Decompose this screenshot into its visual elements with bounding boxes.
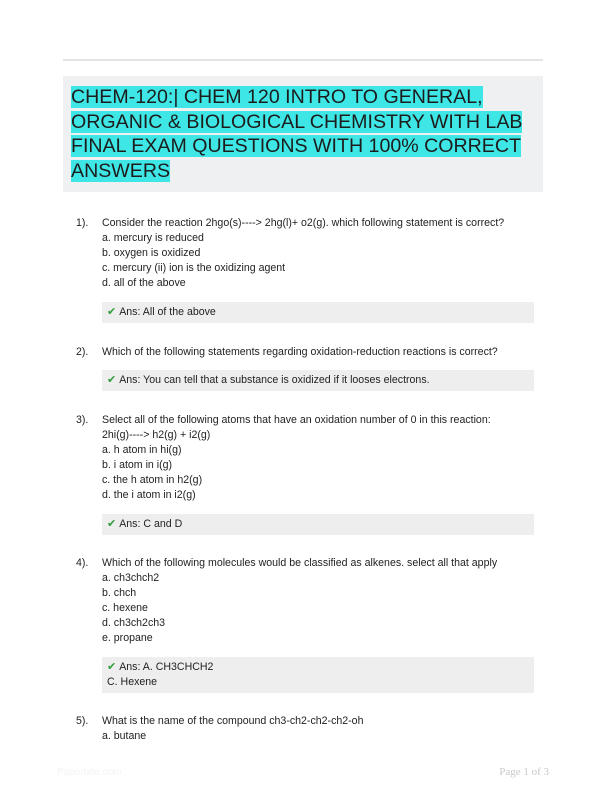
answer-text: Ans: You can tell that a substance is oxidized if it looses electrons. xyxy=(119,374,430,386)
answer-box xyxy=(102,657,534,693)
title-line: FINAL EXAM QUESTIONS WITH 100% CORRECT xyxy=(71,135,521,157)
page-number: Page 1 of 3 xyxy=(499,766,549,778)
check-icon: ✔ xyxy=(107,374,117,386)
question-5 xyxy=(76,714,536,744)
question-body xyxy=(102,413,536,503)
option: d. ch3ch2ch3 xyxy=(102,617,166,629)
question-text: Which of the following statements regarding oxidation-reduction reactions is correct? xyxy=(102,346,498,358)
option: b. oxygen is oxidized xyxy=(102,247,201,259)
answer-box xyxy=(102,370,534,391)
question-4 xyxy=(76,556,536,693)
option: b. chch xyxy=(102,587,137,599)
option: a. h atom in hi(g) xyxy=(102,444,182,456)
title-box xyxy=(63,76,543,192)
question-3 xyxy=(76,413,536,535)
answer-text: Ans: All of the above xyxy=(119,306,216,318)
option: e. propane xyxy=(102,632,153,644)
question-text: Which of the following molecules would be classified as alkenes. select all that apply xyxy=(102,557,498,569)
option: d. the i atom in i2(g) xyxy=(102,489,196,501)
option: b. i atom in i(g) xyxy=(102,459,173,471)
title-line: ORGANIC & BIOLOGICAL CHEMISTRY WITH LAB xyxy=(71,110,523,133)
question-number: 2). xyxy=(76,346,89,358)
check-icon: ✔ xyxy=(107,661,117,673)
question-body xyxy=(102,345,536,360)
answer-text: C. Hexene xyxy=(107,676,158,688)
answer-text: Ans: A. CH3CHCH2 xyxy=(119,661,214,673)
top-divider xyxy=(63,59,543,61)
check-icon: ✔ xyxy=(107,518,117,530)
question-number: 4). xyxy=(76,557,89,569)
reaction-text: 2hi(g)----> h2(g) + i2(g) xyxy=(102,429,211,441)
option: a. butane xyxy=(102,730,147,742)
answer-text: Ans: C and D xyxy=(119,518,183,530)
question-body xyxy=(102,556,536,646)
answer-box xyxy=(102,514,534,535)
option: c. hexene xyxy=(102,602,148,614)
question-text: What is the name of the compound ch3-ch2-ch2-ch2-oh xyxy=(102,715,364,727)
option: d. all of the above xyxy=(102,277,186,289)
question-1 xyxy=(76,216,536,323)
option: c. mercury (ii) ion is the oxidizing agent xyxy=(102,262,286,274)
answer-box xyxy=(102,302,534,323)
question-body xyxy=(102,216,536,291)
question-body xyxy=(102,714,536,744)
question-number: 1). xyxy=(76,217,89,229)
question-number: 5). xyxy=(76,715,89,727)
question-number: 3). xyxy=(76,414,89,426)
option: a. mercury is reduced xyxy=(102,232,204,244)
question-text: Select all of the following atoms that have an oxidation number of 0 in this reaction: xyxy=(102,414,491,426)
question-text: Consider the reaction 2hgo(s)----> 2hg(l)+ o2(g). which following statement is correct? xyxy=(102,217,505,229)
title-line: ANSWERS xyxy=(71,159,171,182)
option: c. the h atom in h2(g) xyxy=(102,474,203,486)
page-title xyxy=(71,85,535,183)
question-2 xyxy=(76,345,536,391)
option: a. ch3chch2 xyxy=(102,572,160,584)
footer-watermark: Paperbite.com xyxy=(57,767,122,778)
title-line: CHEM-120:| CHEM 120 INTRO TO GENERAL, xyxy=(71,86,483,108)
check-icon: ✔ xyxy=(107,306,117,318)
